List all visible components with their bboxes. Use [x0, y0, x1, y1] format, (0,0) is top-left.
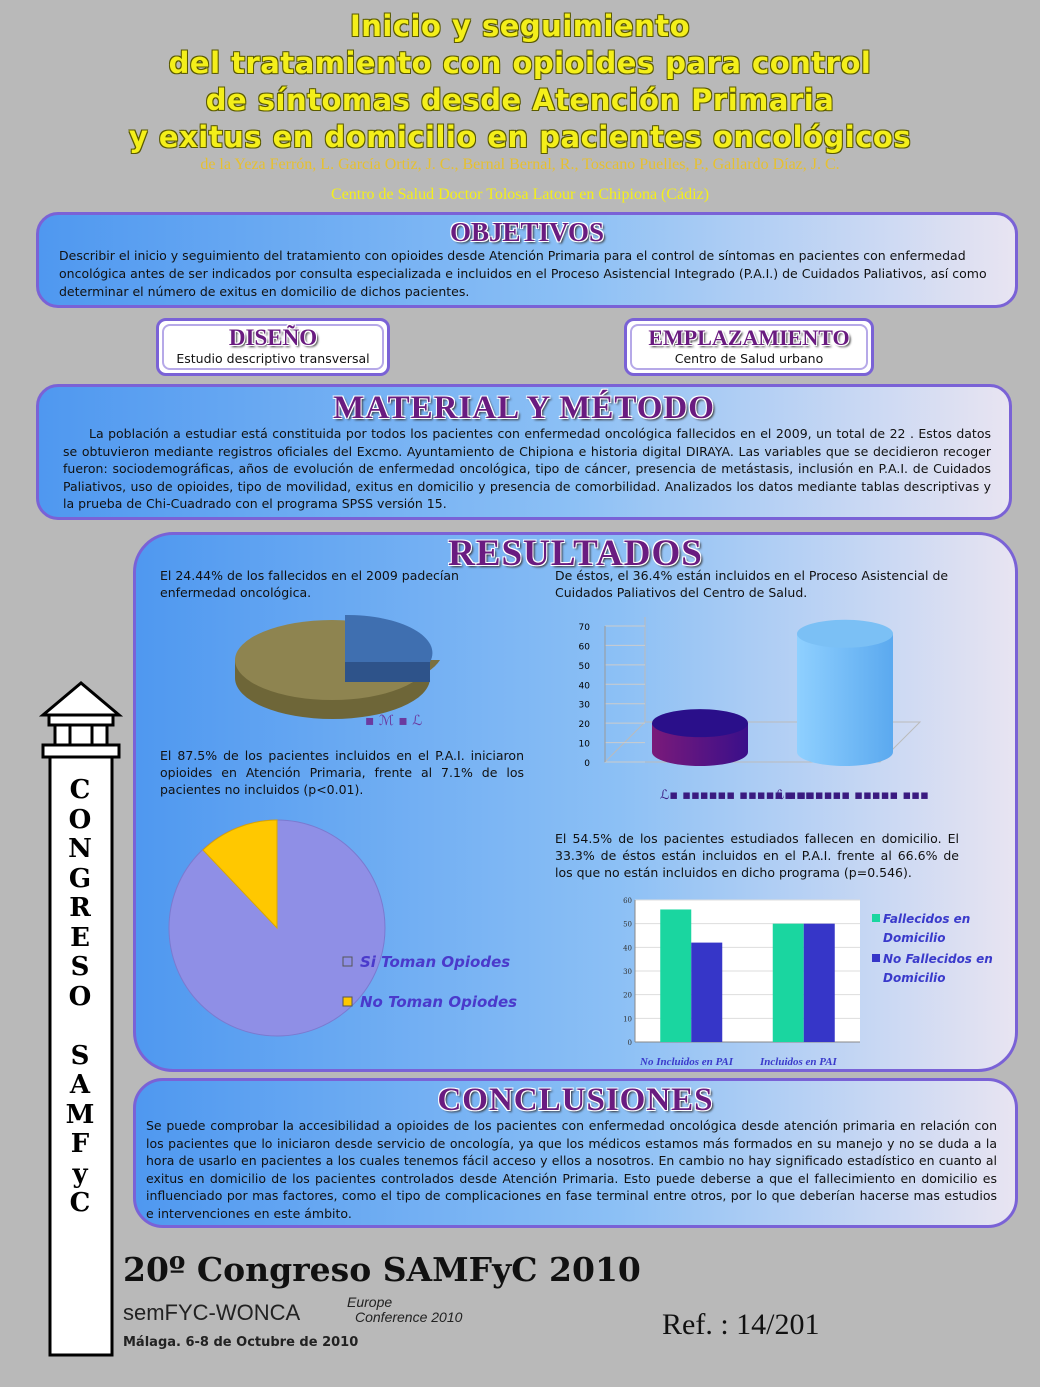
chart2-ytick: 70: [578, 623, 590, 633]
chart4-ytick: 20: [623, 991, 632, 1000]
chart2-bar-top: [652, 709, 748, 737]
chart-oncology-pie: [225, 600, 495, 730]
chart4-category-2: Incluidos en PAI: [760, 1056, 837, 1068]
chart4-bar: [804, 924, 835, 1042]
chart4-ytick: 60: [623, 897, 632, 905]
diseno-heading: DISEÑO: [228, 325, 318, 350]
footer-place: Málaga. 6-8 de Octubre de 2010: [123, 1335, 359, 1350]
pie3-legend-no: No Toman Opiodes: [360, 993, 518, 1011]
chart-opioids-pie: [165, 818, 535, 1046]
chart4-ytick: 30: [623, 968, 632, 976]
objetivos-box: [36, 212, 1018, 308]
emplazamiento-box: [624, 318, 874, 376]
tower-letter: y: [72, 1158, 88, 1189]
pie1-slice-small: [345, 615, 432, 662]
conclusiones-heading: CONCLUSIONES: [437, 1082, 714, 1118]
tower-cornice: [43, 745, 119, 757]
footer-ref: Ref. : 14/201: [662, 1308, 820, 1341]
chart2-ytick: 0: [584, 759, 590, 769]
material-box: [36, 384, 1012, 520]
footer-congress: 20º Congreso SAMFyC 2010: [123, 1250, 641, 1289]
emplazamiento-heading: EMPLAZAMIENTO: [648, 325, 850, 350]
result-text-1: El 24.44% de los fallecidos en el 2009 padecían enfermedad oncológica.: [160, 568, 459, 600]
footer-wonca: semFYC-WONCA: [123, 1300, 301, 1325]
pie3-legend-si: Si Toman Opiodes: [360, 953, 511, 971]
chart2-ytick: 40: [578, 681, 590, 692]
result-text-4: El 54.5% de los pacientes estudiados fallecen en domicilio. El 33.3% de éstos están incluidos en el P.A.I. frente al 66.6% de los que no están incluidos en dicho programa (p=0.546).: [555, 831, 959, 880]
diseno-box: [156, 318, 390, 376]
tower-letter: C: [69, 1188, 91, 1218]
footer-europe: Europe: [347, 1294, 393, 1310]
chart2-ytick: 50: [578, 661, 590, 672]
chart4-legend-1: [883, 912, 970, 945]
tower-roof: [43, 683, 119, 715]
conclusiones-box: [133, 1078, 1018, 1228]
authors: de la Yeza Ferrón, L. García Ortiz, J. C., Bernal Bernal, R., Toscano Puelles, P., Gallardo Díaz, J. C.: [200, 156, 840, 173]
diseno-text: Estudio descriptivo transversal: [176, 351, 370, 366]
chart4-category-1: No Incluidos en PAI: [640, 1056, 734, 1068]
result-text-2: De éstos, el 36.4% están incluidos en el Proceso Asistencial de Cuidados Paliativos del Centro de Salud.: [555, 568, 949, 600]
tower-letter: R: [69, 893, 91, 923]
tower-letter: M: [65, 1099, 95, 1130]
title-line-1: Inicio y seguimiento: [349, 9, 691, 43]
tower-letter: S: [70, 952, 90, 982]
chart4-legend-2: [883, 952, 993, 985]
chart4-legend-1a: Fallecidos en: [883, 912, 971, 926]
tower-letter: N: [68, 834, 92, 864]
pie3-legend-swatch-si: [343, 957, 352, 966]
chart2-ytick: 10: [578, 739, 590, 750]
tower-letter: E: [70, 922, 90, 953]
pie1-legend: ▪ ℳ ▪ ℒ: [365, 713, 423, 729]
pie1-slice-small-side: [345, 662, 430, 682]
chart2-ytick: 30: [578, 700, 590, 711]
chart2-bar: [797, 634, 893, 766]
material-text: La población a estudiar está constituida por todos los pacientes con enfermedad oncológica fallecidos en el 2009, un total de 22 . Estos datos se obtuvieron mediante registros oficiales del Excmo. Ayuntamiento de Chipiona e historia digital DIRAYA. Las variables que se decidieron recoger fueron: sociodemográficas, años de evolución de enfermedad oncológica, tipo de cáncer, presencia de metástasis, inclusión en P.A.I. de Cuidados Paliativos, uso de opioides, tipo de movilidad, exitus en domicilio y presencia de comorbilidad. Analizados los datos mediante tablas descriptivas y la prueba de Chi-Cuadrado con el programa SPSS versión 15.: [63, 426, 991, 511]
tower-letter: O: [68, 804, 92, 835]
chart2-category-label-1: ℒ▪ ▪▪▪▪▪▪ ▪▪▪▪▪ ▪▪▪: [660, 788, 814, 803]
chart4-ytick: 10: [623, 1015, 632, 1024]
chart4-legend-swatch-1: [872, 914, 880, 922]
tower-letter: A: [69, 1070, 91, 1100]
chart-pai-cylinders: [560, 612, 940, 832]
chart4-legend-2b: Domicilio: [883, 971, 946, 985]
chart2-category-label-2: ℒ▪ ▪▪▪▪▪▪ ▪▪▪▪▪ ▪▪▪: [775, 788, 929, 803]
chart2-ytick: 20: [578, 720, 590, 731]
chart4-bar: [660, 909, 691, 1042]
objetivos-text: Describir el inicio y seguimiento del tratamiento con opioides desde Atención Primaria para el control de síntomas en pacientes con enfermedad oncológica antes de ser indicados por consulta especializada e incluidos en el Proceso Asistencial Integrado (P.A.I.) de Cuidados Paliativos, así como determinar el número de exitus en domicilio de dichos pacientes.: [59, 248, 987, 299]
tower-letter: F: [70, 1129, 90, 1159]
chart4-legend-swatch-2: [872, 954, 880, 962]
objetivos-heading: OBJETIVOS: [449, 217, 604, 247]
title-line-4: y exitus en domicilio en pacientes oncológicos: [128, 120, 912, 154]
chart4-ytick: 50: [623, 920, 632, 929]
chart-domicile-bars: [610, 895, 1005, 1070]
tower-letter: S: [70, 1040, 90, 1071]
chart4-ytick: 0: [627, 1039, 632, 1047]
emplazamiento-text: Centro de Salud urbano: [674, 351, 824, 366]
title-line-3: de síntomas desde Atención Primaria: [205, 83, 835, 117]
chart2-ytick: 60: [578, 642, 590, 653]
poster-title: [0, 8, 1040, 156]
tower-window-band: [55, 725, 107, 745]
pie3-legend-swatch-no: [343, 997, 352, 1006]
footer-conference: Conference 2010: [355, 1309, 463, 1325]
tower-letter: G: [68, 863, 92, 894]
health-center: Centro de Salud Doctor Tolosa Latour en Chipiona (Cádiz): [330, 186, 710, 203]
tower-letter: O: [68, 981, 92, 1012]
chart4-bar: [773, 924, 804, 1042]
material-heading: MATERIAL Y MÉTODO: [333, 390, 715, 426]
tower-letter: C: [69, 775, 91, 805]
resultados-heading: RESULTADOS: [448, 533, 703, 574]
chart4-bar: [691, 943, 722, 1042]
chart2-bar-top: [797, 620, 893, 648]
chart4-ytick: 40: [623, 944, 632, 953]
chart4-legend-1b: Domicilio: [883, 931, 946, 945]
conclusiones-text: Se puede comprobar la accesibilidad a opioides de los pacientes con enfermedad oncológica desde atención primaria en relación con los pacientes que lo iniciaron desde servicio de oncología, ya que los médicos estamos más formados en su manejo y no se duda a la hora de usarlo en pacientes a los cuales tenemos fácil acceso y ellos a nosotros. En cambio no hay significado estadístico en cuanto al exitus en domicilio de los pacientes controlados desde Atención Primaria. Esto puede deberse a que el fallecimiento en domicilio es influenciado por mas factores, como el tipo de complicaciones en fase terminal entre otros, por lo que deberían hacerse mas estudios e intervenciones en este ámbito.: [146, 1118, 997, 1221]
chart4-legend-2a: No Fallecidos en: [883, 952, 993, 966]
title-line-2: del tratamiento con opioides para control: [168, 46, 872, 80]
result-text-3: El 87.5% de los pacientes incluidos en el P.A.I. iniciaron opioides en Atención Primaria, frente al 7.1% de los pacientes no incluidos (p<0.01).: [160, 748, 524, 797]
